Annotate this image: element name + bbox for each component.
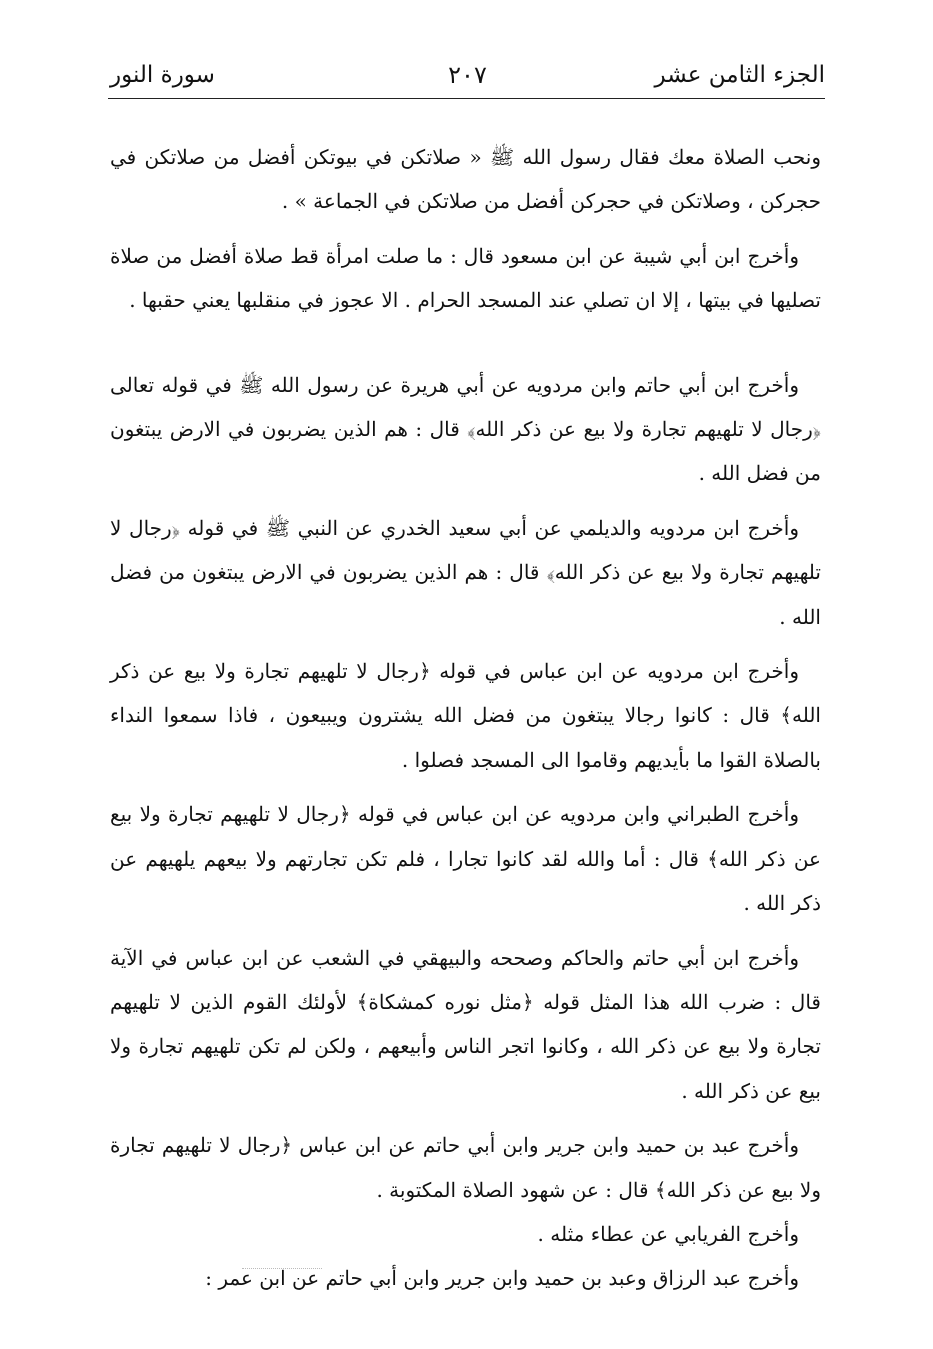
scan-specks bbox=[242, 1268, 322, 1269]
paragraph: وأخرج ابن أبي شيبة عن ابن مسعود قال : ما صلت امرأة قط صلاة أفضل من صلاة تصليها في بيتها ، إلا ان تصلي عند المسجد الحرام . الا عجوز في منقلبها يعني حقبها . bbox=[110, 243, 821, 313]
running-header bbox=[110, 58, 825, 98]
paragraph: ونحب الصلاة معك فقال رسول الله ﷺ « صلاتكن في بيوتكن أفضل من صلاتكن في حجركن ، وصلاتكن في حجركن أفضل من صلاتكن في الجماعة » . bbox=[110, 145, 821, 214]
paragraph: وأخرج ابن أبي حاتم والحاكم وصححه والبيهقي في الشعب عن ابن عباس في الآية قال : ضرب الله هذا المثل قوله ﴿مثل نوره كمشكاة﴾ لأولئك القوم الذين لا تلهيهم تجارة ولا بيع عن ذكر الله ، وكانوا اتجر الناس وأبيعهم ، ولكن لم تكن تلهيهم تجارة ولا بيع عن ذكر الله . bbox=[110, 945, 821, 1103]
paragraph: وأخرج الطبراني وابن مردويه عن ابن عباس في قوله ﴿رجال لا تلهيهم تجارة ولا بيع عن ذكر الله﴾ قال : أما والله لقد كانوا تجارا ، فلم تكن تجارتهم ولا بيعهم يلهيهم عن ذكر الله . bbox=[110, 802, 821, 916]
surah-title: سورة النور bbox=[110, 62, 215, 88]
part-title: الجزء الثامن عشر bbox=[654, 62, 825, 88]
paragraph: وأخرج ابن مردويه والديلمي عن أبي سعيد الخدري عن النبي ﷺ في قوله ﴿رجال لا تلهيهم تجارة ولا بيع عن ذكر الله﴾ قال : هم الذين يضربون في الارض يبتغون من فضل الله . bbox=[110, 515, 821, 629]
paragraph: وأخرج الفريابي عن عطاء مثله . bbox=[537, 1221, 799, 1246]
paragraph: وأخرج ابن أبي حاتم وابن مردويه عن أبي هريرة عن رسول الله ﷺ في قوله تعالى ﴿رجال لا تلهيهم تجارة ولا بيع عن ذكر الله﴾ قال : هم الذين يضربون في الارض يبتغون من فضل الله . bbox=[110, 372, 821, 486]
text-body bbox=[110, 135, 821, 1311]
header-rule bbox=[108, 98, 825, 99]
paragraph: وأخرج عبد بن حميد وابن جرير وابن أبي حاتم عن ابن عباس ﴿رجال لا تلهيهم تجارة ولا بيع عن ذكر الله﴾ قال : عن شهود الصلاة المكتوبة . bbox=[110, 1133, 821, 1202]
paragraph: وأخرج ابن مردويه عن ابن عباس في قوله ﴿رجال لا تلهيهم تجارة ولا بيع عن ذكر الله﴾ قال : كانوا رجالا يبتغون من فضل الله يشترون ويبيعون ، فاذا سمعوا النداء بالصلاة القوا ما بأيديهم وقاموا الى المسجد فصلوا . bbox=[110, 659, 821, 772]
page-number: ٢٠٧ bbox=[448, 61, 487, 89]
paragraph: وأخرج عبد الرزاق وعبد بن حميد وابن جرير وابن أبي حاتم عن ابن عمر : bbox=[205, 1266, 799, 1291]
